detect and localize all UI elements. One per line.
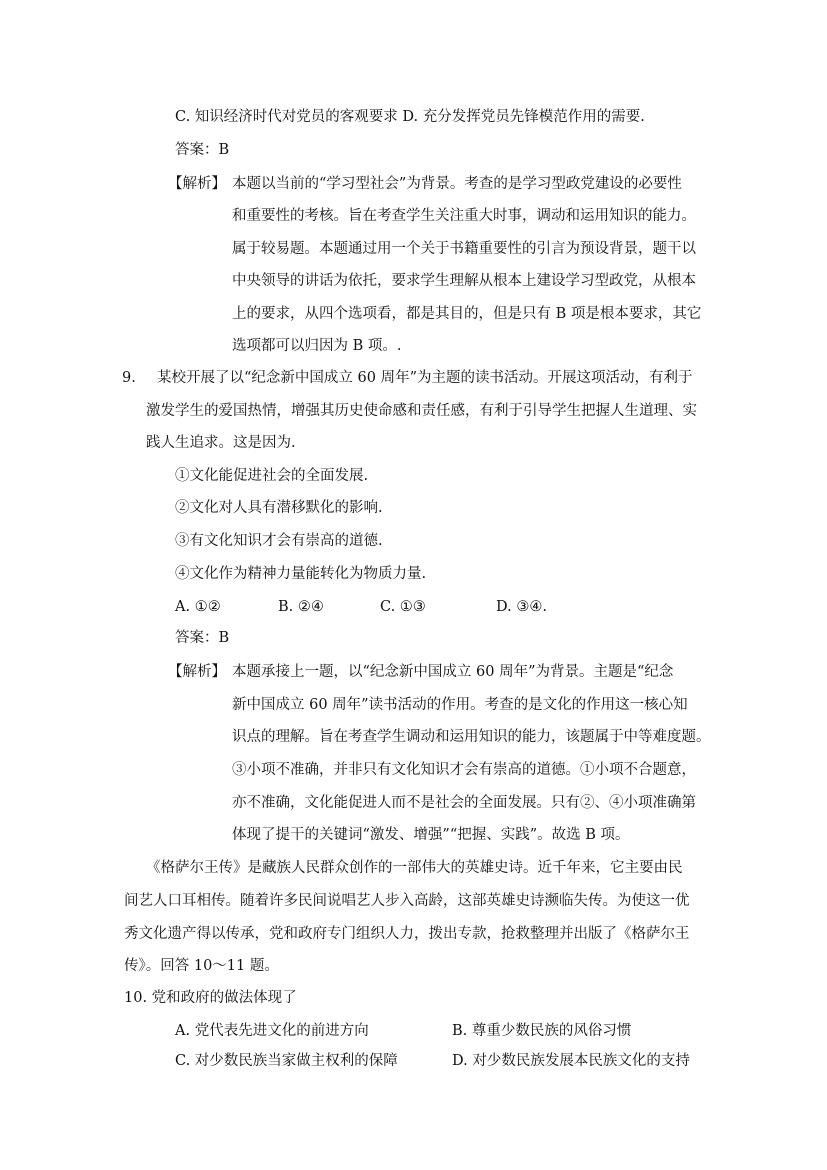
q8-analysis-line: 本题以当前的“学习型社会”为背景。考查的是学习型政党建设的必要性 — [232, 176, 682, 192]
passage-line: 传》。回答 10～11 题。 — [124, 958, 279, 974]
q9-statement: ④文化作为精神力量能转化为物质力量. — [175, 566, 427, 582]
q9-statement: ①文化能促进社会的全面发展. — [175, 468, 369, 484]
q10-option-b: B. 尊重少数民族的风俗习惯 — [452, 1023, 632, 1039]
q9-option-d: D. ③④. — [496, 599, 547, 615]
q8-options-cd: C. 知识经济时代对党员的客观要求 D. 充分发挥党员先锋模范作用的需要. — [175, 109, 645, 125]
q9-stem-line: 激发学生的爱国热情，增强其历史使命感和责任感，有利于引导学生把握人生道理、实 — [146, 403, 697, 419]
q10-option-c: C. 对少数民族当家做主权利的保障 — [175, 1053, 398, 1069]
q8-analysis-line: 属于较易题。本题通过用一个关于书籍重要性的引言为预设背景，题干以 — [232, 241, 696, 257]
q10-option-a: A. 党代表先进文化的前进方向 — [175, 1023, 369, 1039]
q9-statement: ③有文化知识才会有崇高的道德. — [175, 533, 383, 549]
q9-statement: ②文化对人具有潜移默化的影响. — [175, 500, 383, 516]
q8-analysis-label: 【解析】 — [168, 176, 226, 192]
q9-option-b: B. ②④ — [278, 599, 324, 615]
q8-analysis-line: 上的要求，从四个选项看，都是其目的，但是只有 B 项是根本要求，其它 — [232, 306, 702, 322]
q10-option-d: D. 对少数民族发展本民族文化的支持 — [452, 1053, 690, 1069]
q10-stem: 10. 党和政府的做法体现了 — [124, 990, 297, 1006]
q9-analysis-line: 新中国成立 60 周年”读书活动的作用。考查的是文化的作用这一核心知 — [232, 697, 688, 713]
q9-option-c: C. ①③ — [380, 599, 426, 615]
q9-analysis-line: ③小项不准确，并非只有文化知识才会有崇高的道德。①小项不合题意， — [232, 762, 696, 778]
q8-analysis-line: 和重要性的考核。旨在考查学生关注重大时事，调动和运用知识的能力。 — [232, 208, 696, 224]
q9-option-a: A. ①② — [175, 599, 221, 615]
q9-stem-line: 某校开展了以“纪念新中国成立 60 周年”为主题的读书活动。开展这项活动，有利于 — [157, 370, 693, 386]
q9-analysis-label: 【解析】 — [168, 664, 226, 680]
passage-line: 秀文化遗产得以传承，党和政府专门组织人力，拨出专款，抢救整理并出版了《格萨尔王 — [124, 926, 690, 942]
q9-analysis-line: 体现了提干的关键词“激发、增强”“把握、实践”。故选 B 项。 — [232, 827, 630, 843]
q9-number: 9. — [122, 370, 136, 386]
q9-stem-line: 践人生追求。这是因为. — [146, 435, 296, 451]
q9-answer: 答案：B — [175, 630, 230, 646]
passage-line: 《格萨尔王传》是藏族人民群众创作的一部伟大的英雄史诗。近千年来，它主要由民 — [146, 860, 683, 876]
q9-analysis-line: 本题承接上一题，以“纪念新中国成立 60 周年”为背景。主题是“纪念 — [232, 664, 674, 680]
passage-line: 间艺人口耳相传。随着许多民间说唱艺人步入高龄，这部英雄史诗濒临失传。为使这一优 — [124, 893, 690, 909]
q9-analysis-line: 亦不准确，文化能促进人而不是社会的全面发展。只有②、④小项准确第 — [232, 795, 696, 811]
q9-analysis-line: 识点的理解。旨在考查学生调动和运用知识的能力，该题属于中等难度题。 — [232, 729, 711, 745]
q8-analysis-line: 选项都可以归因为 B 项。. — [232, 338, 402, 354]
q8-analysis-line: 中央领导的讲话为依托，要求学生理解从根本上建设学习型政党，从根本 — [232, 273, 696, 289]
q8-answer: 答案：B — [175, 142, 230, 158]
